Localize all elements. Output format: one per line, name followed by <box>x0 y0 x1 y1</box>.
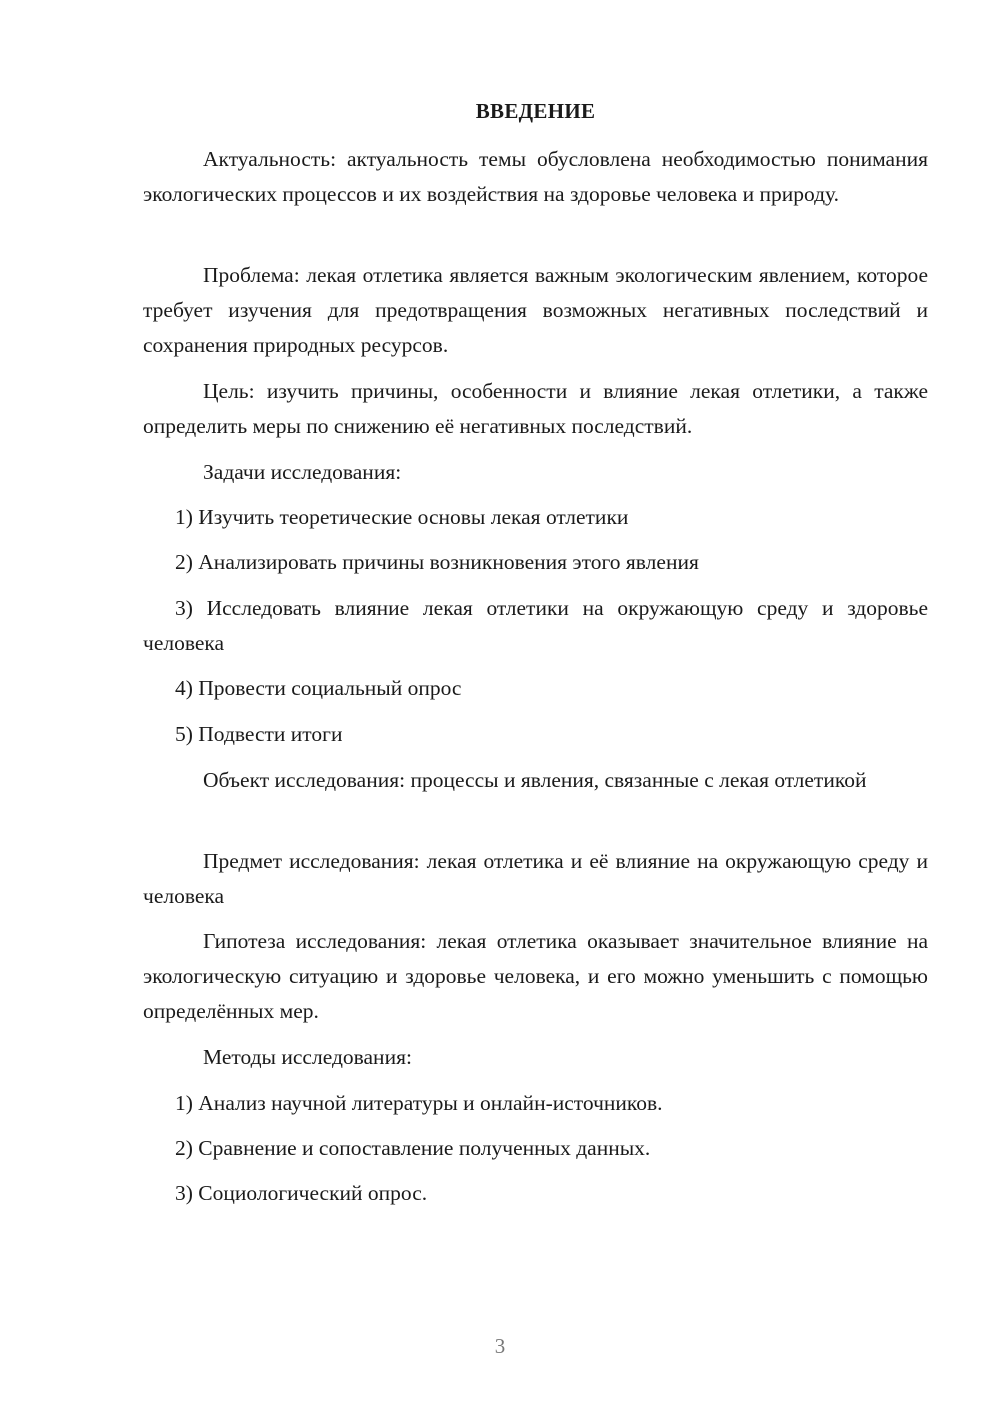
hypothesis-paragraph: Гипотеза исследования: лекая отлетика оказывает значительное влияние на экологическую ситуацию и здоровье человека, и его можно уменьшить с помощью определённых мер. <box>143 929 928 1023</box>
problem-paragraph: Проблема: лекая отлетика является важным экологическим явлением, которое требует изучения для предотвращения возможных негативных последствий и сохранения природных ресурсов. <box>143 263 928 357</box>
method-item-1: 1) Анализ научной литературы и онлайн-источников. <box>175 1091 663 1115</box>
task-item-3: 3) Исследовать влияние лекая отлетики на окружающую среду и здоровье человека <box>143 596 928 655</box>
task-item-5: 5) Подвести итоги <box>175 722 343 746</box>
relevance-paragraph: Актуальность: актуальность темы обусловлена необходимостью понимания экологических процессов и их воздействия на здоровье человека и природу. <box>143 147 928 206</box>
page-number: 3 <box>494 1334 506 1358</box>
page-title: ВВЕДЕНИЕ <box>475 99 596 123</box>
goal-paragraph: Цель: изучить причины, особенности и влияние лекая отлетики, а также определить меры по снижению её негативных последствий. <box>143 379 928 438</box>
object-paragraph: Объект исследования: процессы и явления, связанные с лекая отлетикой <box>203 768 867 792</box>
task-item-4: 4) Провести социальный опрос <box>175 676 462 700</box>
subject-paragraph: Предмет исследования: лекая отлетика и её влияние на окружающую среду и человека <box>143 849 928 908</box>
task-item-1: 1) Изучить теоретические основы лекая отлетики <box>175 505 629 529</box>
method-item-2: 2) Сравнение и сопоставление полученных данных. <box>175 1136 651 1160</box>
task-item-2: 2) Анализировать причины возникновения этого явления <box>175 550 699 574</box>
methods-heading: Методы исследования: <box>203 1045 412 1069</box>
tasks-heading: Задачи исследования: <box>203 460 402 484</box>
method-item-3: 3) Социологический опрос. <box>175 1181 428 1205</box>
